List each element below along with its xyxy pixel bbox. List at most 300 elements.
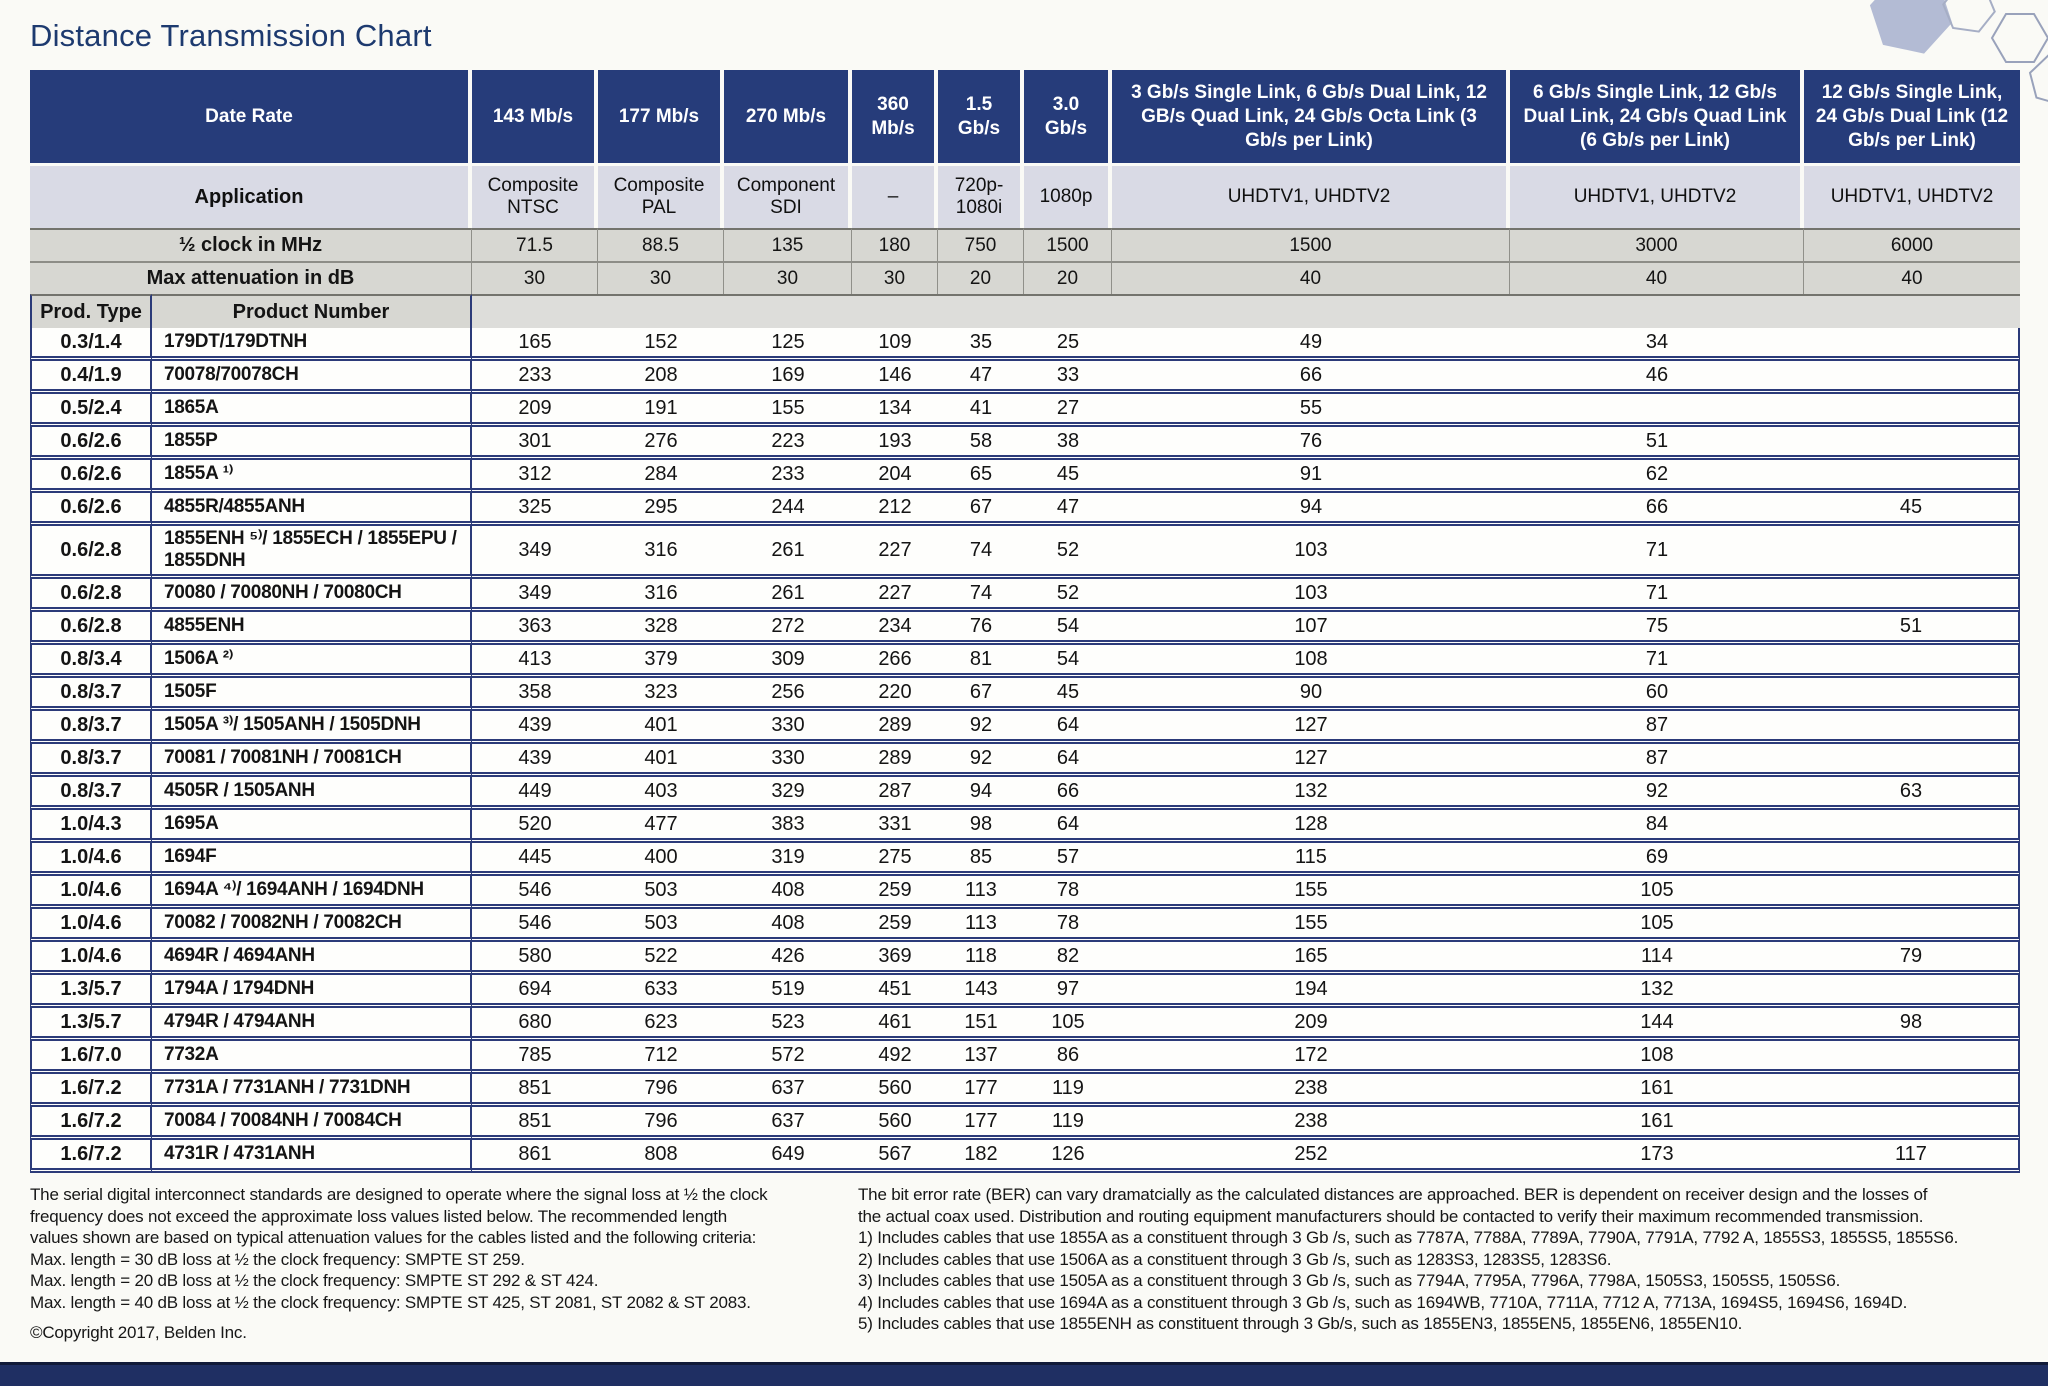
distance-value-cell: 71 xyxy=(1510,579,1804,612)
distance-value-cell: 47 xyxy=(938,361,1024,394)
footnote-line: Max. length = 30 dB loss at ½ the clock frequency: SMPTE ST 259. xyxy=(30,1249,525,1269)
distance-value-cell: 134 xyxy=(852,394,938,427)
distance-value-cell: 47 xyxy=(1024,493,1112,526)
prod-type-cell: 0.6/2.6 xyxy=(30,427,152,460)
distance-value-cell: 119 xyxy=(1024,1074,1112,1107)
application-cell: – xyxy=(852,166,938,228)
distance-value-cell: 113 xyxy=(938,909,1024,942)
distance-value-cell: 81 xyxy=(938,645,1024,678)
distance-value-cell: 52 xyxy=(1024,526,1112,579)
distance-value-cell: 137 xyxy=(938,1041,1024,1074)
max-attenuation-row xyxy=(30,261,2020,294)
footnote-right-block xyxy=(858,1184,2044,1335)
prod-type-cell: 0.8/3.7 xyxy=(30,744,152,777)
product-number-cell: 1505A ³⁾/ 1505ANH / 1505DNH xyxy=(152,711,472,744)
application-row xyxy=(30,166,2020,228)
distance-value-cell: 177 xyxy=(938,1107,1024,1140)
distance-value-cell: 212 xyxy=(852,493,938,526)
col-header-rate: 6 Gb/s Single Link, 12 Gb/s Dual Link, 24 Gb/s Quad Link (6 Gb/s per Link) xyxy=(1510,70,1804,166)
prod-type-cell: 1.3/5.7 xyxy=(30,975,152,1008)
distance-value-cell: 851 xyxy=(472,1107,598,1140)
prod-type-cell: 0.6/2.8 xyxy=(30,579,152,612)
distance-value-cell: 439 xyxy=(472,744,598,777)
distance-value-cell: 316 xyxy=(598,526,724,579)
distance-value-cell: 97 xyxy=(1024,975,1112,1008)
table-row xyxy=(30,1041,2020,1074)
max-attenuation-cell: 30 xyxy=(598,261,724,294)
distance-value-cell: 41 xyxy=(938,394,1024,427)
distance-value-cell: 208 xyxy=(598,361,724,394)
distance-value-cell xyxy=(1804,744,2020,777)
distance-value-cell: 103 xyxy=(1112,579,1510,612)
distance-value-cell: 64 xyxy=(1024,744,1112,777)
product-number-cell: 4794R / 4794ANH xyxy=(152,1008,472,1041)
distance-value-cell: 84 xyxy=(1510,810,1804,843)
footnote-line: values shown are based on typical attenuation values for the cables listed and the following criteria: xyxy=(30,1228,757,1247)
distance-value-cell: 52 xyxy=(1024,579,1112,612)
distance-value-cell: 126 xyxy=(1024,1140,1112,1173)
data-rate-header-row xyxy=(30,70,2020,166)
table-row xyxy=(30,843,2020,876)
table-row xyxy=(30,1008,2020,1041)
prod-type-cell: 1.0/4.6 xyxy=(30,876,152,909)
distance-value-cell: 289 xyxy=(852,744,938,777)
distance-value-cell: 165 xyxy=(472,328,598,361)
product-number-cell: 7732A xyxy=(152,1041,472,1074)
distance-value-cell: 193 xyxy=(852,427,938,460)
prod-type-cell: 1.0/4.6 xyxy=(30,942,152,975)
distance-value-cell: 57 xyxy=(1024,843,1112,876)
distance-value-cell: 492 xyxy=(852,1041,938,1074)
distance-value-cell: 319 xyxy=(724,843,852,876)
distance-value-cell: 90 xyxy=(1112,678,1510,711)
page-title: Distance Transmission Chart xyxy=(30,18,432,53)
footer-bar xyxy=(0,1362,2048,1386)
table-row xyxy=(30,1074,2020,1107)
prod-type-cell: 0.4/1.9 xyxy=(30,361,152,394)
distance-value-cell: 220 xyxy=(852,678,938,711)
prod-type-cell: 0.8/3.7 xyxy=(30,711,152,744)
table-row xyxy=(30,942,2020,975)
product-number-cell: 70082 / 70082NH / 70082CH xyxy=(152,909,472,942)
distance-value-cell: 461 xyxy=(852,1008,938,1041)
distance-value-cell: 379 xyxy=(598,645,724,678)
distance-value-cell: 114 xyxy=(1510,942,1804,975)
distance-value-cell: 637 xyxy=(724,1107,852,1140)
prod-type-cell: 1.6/7.2 xyxy=(30,1074,152,1107)
distance-value-cell: 426 xyxy=(724,942,852,975)
max-attenuation-cell: 20 xyxy=(1024,261,1112,294)
distance-value-cell: 401 xyxy=(598,744,724,777)
max-attenuation-header: Max attenuation in dB xyxy=(30,261,472,294)
distance-value-cell: 92 xyxy=(938,744,1024,777)
table-row xyxy=(30,493,2020,526)
distance-value-cell xyxy=(1804,1107,2020,1140)
max-attenuation-cell: 40 xyxy=(1112,261,1510,294)
distance-value-cell xyxy=(1804,394,2020,427)
distance-value-cell: 78 xyxy=(1024,909,1112,942)
col-header-rate: 12 Gb/s Single Link, 24 Gb/s Dual Link (12 Gb/s per Link) xyxy=(1804,70,2020,166)
distance-value-cell: 785 xyxy=(472,1041,598,1074)
prod-type-cell: 0.6/2.8 xyxy=(30,526,152,579)
distance-value-cell: 503 xyxy=(598,909,724,942)
distance-value-cell xyxy=(1804,909,2020,942)
distance-value-cell xyxy=(1804,711,2020,744)
prod-type-cell: 0.6/2.6 xyxy=(30,493,152,526)
distance-value-cell: 546 xyxy=(472,909,598,942)
distance-value-cell: 316 xyxy=(598,579,724,612)
distance-value-cell: 55 xyxy=(1112,394,1510,427)
distance-value-cell: 204 xyxy=(852,460,938,493)
distance-value-cell: 161 xyxy=(1510,1074,1804,1107)
half-clock-row xyxy=(30,228,2020,261)
distance-value-cell xyxy=(1804,579,2020,612)
distance-value-cell: 71 xyxy=(1510,526,1804,579)
distance-value-cell: 403 xyxy=(598,777,724,810)
distance-value-cell: 238 xyxy=(1112,1074,1510,1107)
distance-value-cell: 401 xyxy=(598,711,724,744)
distance-value-cell: 146 xyxy=(852,361,938,394)
distance-value-cell xyxy=(1804,427,2020,460)
product-header-spacer xyxy=(472,294,2020,328)
distance-value-cell: 358 xyxy=(472,678,598,711)
distance-value-cell: 64 xyxy=(1024,810,1112,843)
distance-value-cell: 261 xyxy=(724,526,852,579)
product-number-cell: 70081 / 70081NH / 70081CH xyxy=(152,744,472,777)
distance-value-cell: 143 xyxy=(938,975,1024,1008)
prod-type-cell: 0.6/2.8 xyxy=(30,612,152,645)
distance-value-cell: 69 xyxy=(1510,843,1804,876)
distance-value-cell: 330 xyxy=(724,711,852,744)
distance-value-cell: 383 xyxy=(724,810,852,843)
product-number-cell: 1794A / 1794DNH xyxy=(152,975,472,1008)
distance-value-cell: 108 xyxy=(1510,1041,1804,1074)
distance-value-cell: 451 xyxy=(852,975,938,1008)
footnote-line: the actual coax used. Distribution and routing equipment manufacturers should be contacted to verify their maximum recommended transmission. xyxy=(858,1206,1924,1226)
half-clock-cell: 750 xyxy=(938,228,1024,261)
product-number-cell: 1505F xyxy=(152,678,472,711)
footnote-line: Max. length = 20 dB loss at ½ the clock frequency: SMPTE ST 292 & ST 424. xyxy=(30,1271,599,1290)
distance-value-cell: 132 xyxy=(1112,777,1510,810)
distance-value-cell: 209 xyxy=(472,394,598,427)
date-rate-header: Date Rate xyxy=(30,70,472,166)
distance-value-cell xyxy=(1804,876,2020,909)
prod-type-cell: 1.3/5.7 xyxy=(30,1008,152,1041)
distance-value-cell: 272 xyxy=(724,612,852,645)
distance-value-cell: 256 xyxy=(724,678,852,711)
half-clock-cell: 135 xyxy=(724,228,852,261)
distance-value-cell xyxy=(1804,361,2020,394)
table-row xyxy=(30,744,2020,777)
prod-type-cell: 0.6/2.6 xyxy=(30,460,152,493)
distance-value-cell: 238 xyxy=(1112,1107,1510,1140)
distance-value-cell: 75 xyxy=(1510,612,1804,645)
table-row xyxy=(30,526,2020,579)
distance-value-cell: 560 xyxy=(852,1107,938,1140)
distance-value-cell: 259 xyxy=(852,909,938,942)
distance-value-cell xyxy=(1804,645,2020,678)
application-cell: 1080p xyxy=(1024,166,1112,228)
distance-value-cell: 227 xyxy=(852,579,938,612)
distance-value-cell: 301 xyxy=(472,427,598,460)
max-attenuation-cell: 20 xyxy=(938,261,1024,294)
distance-value-cell: 46 xyxy=(1510,361,1804,394)
distance-value-cell: 182 xyxy=(938,1140,1024,1173)
distance-value-cell xyxy=(1804,678,2020,711)
distance-value-cell: 92 xyxy=(1510,777,1804,810)
distance-value-cell: 330 xyxy=(724,744,852,777)
half-clock-cell: 180 xyxy=(852,228,938,261)
distance-value-cell: 523 xyxy=(724,1008,852,1041)
distance-value-cell: 331 xyxy=(852,810,938,843)
distance-value-cell: 51 xyxy=(1804,612,2020,645)
distance-value-cell: 113 xyxy=(938,876,1024,909)
prod-type-header: Prod. Type xyxy=(30,294,152,328)
prod-type-cell: 1.6/7.2 xyxy=(30,1107,152,1140)
distance-value-cell: 325 xyxy=(472,493,598,526)
distance-value-cell: 449 xyxy=(472,777,598,810)
footnote-left-block xyxy=(30,1184,850,1344)
table-row xyxy=(30,579,2020,612)
table-row xyxy=(30,328,2020,361)
distance-value-cell xyxy=(1804,1074,2020,1107)
distance-value-cell: 284 xyxy=(598,460,724,493)
distance-value-cell: 66 xyxy=(1112,361,1510,394)
product-number-cell: 1694A ⁴⁾/ 1694ANH / 1694DNH xyxy=(152,876,472,909)
distance-value-cell: 87 xyxy=(1510,711,1804,744)
distance-value-cell: 94 xyxy=(938,777,1024,810)
distance-value-cell: 328 xyxy=(598,612,724,645)
distance-value-cell: 34 xyxy=(1510,328,1804,361)
table-row xyxy=(30,460,2020,493)
table-row xyxy=(30,361,2020,394)
product-number-cell: 179DT/179DTNH xyxy=(152,328,472,361)
distance-value-cell: 227 xyxy=(852,526,938,579)
half-clock-cell: 1500 xyxy=(1112,228,1510,261)
distance-value-cell: 289 xyxy=(852,711,938,744)
distance-value-cell: 165 xyxy=(1112,942,1510,975)
max-attenuation-cell: 30 xyxy=(472,261,598,294)
distance-value-cell: 161 xyxy=(1510,1107,1804,1140)
product-number-cell: 70084 / 70084NH / 70084CH xyxy=(152,1107,472,1140)
distance-value-cell: 66 xyxy=(1024,777,1112,810)
distance-value-cell: 172 xyxy=(1112,1041,1510,1074)
distance-value-cell: 94 xyxy=(1112,493,1510,526)
table-row xyxy=(30,427,2020,460)
table-row xyxy=(30,876,2020,909)
distance-value-cell: 519 xyxy=(724,975,852,1008)
max-attenuation-cell: 30 xyxy=(852,261,938,294)
distance-value-cell xyxy=(1510,394,1804,427)
distance-value-cell: 580 xyxy=(472,942,598,975)
distance-value-cell: 233 xyxy=(724,460,852,493)
distance-value-cell: 287 xyxy=(852,777,938,810)
application-cell: Composite PAL xyxy=(598,166,724,228)
half-clock-cell: 71.5 xyxy=(472,228,598,261)
distance-value-cell: 35 xyxy=(938,328,1024,361)
prod-type-cell: 1.0/4.3 xyxy=(30,810,152,843)
footnote-line: 5) Includes cables that use 1855ENH as constituent through 3 Gb/s, such as 1855EN3, 1855EN5, 1855EN6, 1855EN10. xyxy=(858,1314,1743,1333)
distance-value-cell: 276 xyxy=(598,427,724,460)
distance-value-cell xyxy=(1804,1041,2020,1074)
max-attenuation-cell: 40 xyxy=(1510,261,1804,294)
distance-value-cell: 49 xyxy=(1112,328,1510,361)
distance-value-cell: 234 xyxy=(852,612,938,645)
footnote-line: 3) Includes cables that use 1505A as a constituent through 3 Gb /s, such as 7794A, 7795A, 7796A, 7798A, 1505S3, 1505S5, 1505S6. xyxy=(858,1271,1841,1290)
distance-value-cell: 155 xyxy=(1112,876,1510,909)
distance-value-cell: 118 xyxy=(938,942,1024,975)
half-clock-header: ½ clock in MHz xyxy=(30,228,472,261)
distance-value-cell: 74 xyxy=(938,526,1024,579)
distance-value-cell: 54 xyxy=(1024,612,1112,645)
distance-value-cell: 65 xyxy=(938,460,1024,493)
prod-type-cell: 0.8/3.4 xyxy=(30,645,152,678)
prod-type-cell: 1.6/7.0 xyxy=(30,1041,152,1074)
distance-value-cell: 45 xyxy=(1804,493,2020,526)
distance-value-cell: 369 xyxy=(852,942,938,975)
distance-value-cell: 60 xyxy=(1510,678,1804,711)
distance-value-cell: 25 xyxy=(1024,328,1112,361)
distance-value-cell: 74 xyxy=(938,579,1024,612)
distance-value-cell: 567 xyxy=(852,1140,938,1173)
distance-value-cell: 128 xyxy=(1112,810,1510,843)
distance-value-cell: 233 xyxy=(472,361,598,394)
distance-value-cell: 107 xyxy=(1112,612,1510,645)
distance-value-cell: 244 xyxy=(724,493,852,526)
table-row xyxy=(30,909,2020,942)
prod-type-cell: 1.0/4.6 xyxy=(30,909,152,942)
distance-value-cell: 796 xyxy=(598,1074,724,1107)
distance-value-cell: 103 xyxy=(1112,526,1510,579)
application-header: Application xyxy=(30,166,472,228)
application-cell: UHDTV1, UHDTV2 xyxy=(1510,166,1804,228)
distance-value-cell xyxy=(1804,975,2020,1008)
product-number-cell: 1694F xyxy=(152,843,472,876)
col-header-rate: 360 Mb/s xyxy=(852,70,938,166)
distance-value-cell: 546 xyxy=(472,876,598,909)
col-header-rate: 143 Mb/s xyxy=(472,70,598,166)
table-row xyxy=(30,810,2020,843)
distance-value-cell: 349 xyxy=(472,526,598,579)
distance-value-cell: 54 xyxy=(1024,645,1112,678)
product-number-header: Product Number xyxy=(152,294,472,328)
distance-value-cell: 45 xyxy=(1024,460,1112,493)
distance-value-cell: 67 xyxy=(938,678,1024,711)
product-number-cell: 1695A xyxy=(152,810,472,843)
table-row xyxy=(30,645,2020,678)
application-cell: 720p- 1080i xyxy=(938,166,1024,228)
product-number-cell: 4731R / 4731ANH xyxy=(152,1140,472,1173)
footnote-line: The serial digital interconnect standards are designed to operate where the signal loss at ½ the clock xyxy=(30,1185,768,1204)
distance-value-cell: 400 xyxy=(598,843,724,876)
copyright-text: ©Copyright 2017, Belden Inc. xyxy=(30,1323,247,1342)
distance-value-cell: 259 xyxy=(852,876,938,909)
distance-value-cell: 108 xyxy=(1112,645,1510,678)
distance-value-cell: 125 xyxy=(724,328,852,361)
distance-value-cell: 169 xyxy=(724,361,852,394)
table-row xyxy=(30,777,2020,810)
distance-value-cell: 87 xyxy=(1510,744,1804,777)
distance-value-cell: 66 xyxy=(1510,493,1804,526)
distance-value-cell: 91 xyxy=(1112,460,1510,493)
col-header-rate: 177 Mb/s xyxy=(598,70,724,166)
distance-value-cell: 76 xyxy=(1112,427,1510,460)
distance-value-cell: 92 xyxy=(938,711,1024,744)
half-clock-cell: 3000 xyxy=(1510,228,1804,261)
distance-value-cell: 78 xyxy=(1024,876,1112,909)
prod-type-cell: 0.3/1.4 xyxy=(30,328,152,361)
half-clock-cell: 88.5 xyxy=(598,228,724,261)
distance-value-cell: 477 xyxy=(598,810,724,843)
product-number-cell: 70080 / 70080NH / 70080CH xyxy=(152,579,472,612)
distance-value-cell: 408 xyxy=(724,909,852,942)
distance-value-cell: 261 xyxy=(724,579,852,612)
product-number-cell: 4855R/4855ANH xyxy=(152,493,472,526)
prod-type-cell: 1.6/7.2 xyxy=(30,1140,152,1173)
distance-value-cell: 127 xyxy=(1112,744,1510,777)
product-number-cell: 4694R / 4694ANH xyxy=(152,942,472,975)
col-header-rate: 3 Gb/s Single Link, 6 Gb/s Dual Link, 12 GB/s Quad Link, 24 Gb/s Octa Link (3 Gb/s per Link) xyxy=(1112,70,1510,166)
distance-value-cell xyxy=(1804,526,2020,579)
table-row xyxy=(30,612,2020,645)
distance-value-cell: 45 xyxy=(1024,678,1112,711)
distance-value-cell: 62 xyxy=(1510,460,1804,493)
distance-value-cell xyxy=(1804,328,2020,361)
distance-value-cell: 85 xyxy=(938,843,1024,876)
product-number-cell: 1855A ¹⁾ xyxy=(152,460,472,493)
table-row xyxy=(30,678,2020,711)
footnote-line: frequency does not exceed the approximate loss values listed below. The recommended length xyxy=(30,1206,728,1226)
application-cell: Component SDI xyxy=(724,166,852,228)
distance-value-cell: 623 xyxy=(598,1008,724,1041)
product-number-cell: 70078/70078CH xyxy=(152,361,472,394)
table-row xyxy=(30,1140,2020,1173)
distance-value-cell: 115 xyxy=(1112,843,1510,876)
table-row xyxy=(30,975,2020,1008)
product-number-cell: 4505R / 1505ANH xyxy=(152,777,472,810)
distance-value-cell: 194 xyxy=(1112,975,1510,1008)
distance-value-cell: 109 xyxy=(852,328,938,361)
product-number-cell: 1506A ²⁾ xyxy=(152,645,472,678)
footnote-line: 1) Includes cables that use 1855A as a constituent through 3 Gb /s, such as 7787A, 7788A, 7789A, 7790A, 7791A, 7792 A, 1855S3, 1855S5, 1855S6. xyxy=(858,1228,1959,1247)
distance-value-cell xyxy=(1804,460,2020,493)
distance-value-cell xyxy=(1804,810,2020,843)
distance-value-cell: 349 xyxy=(472,579,598,612)
prod-type-cell: 0.8/3.7 xyxy=(30,678,152,711)
distance-value-cell: 117 xyxy=(1804,1140,2020,1173)
distance-value-cell: 177 xyxy=(938,1074,1024,1107)
application-cell: Composite NTSC xyxy=(472,166,598,228)
distance-value-cell: 209 xyxy=(1112,1008,1510,1041)
distance-value-cell xyxy=(1804,843,2020,876)
table-row xyxy=(30,394,2020,427)
product-number-cell: 1865A xyxy=(152,394,472,427)
distance-value-cell: 796 xyxy=(598,1107,724,1140)
distance-value-cell: 309 xyxy=(724,645,852,678)
distance-value-cell: 132 xyxy=(1510,975,1804,1008)
table-body xyxy=(30,328,2020,1173)
distance-value-cell: 413 xyxy=(472,645,598,678)
distance-value-cell: 119 xyxy=(1024,1107,1112,1140)
prod-type-cell: 0.5/2.4 xyxy=(30,394,152,427)
distance-value-cell: 503 xyxy=(598,876,724,909)
distance-value-cell: 38 xyxy=(1024,427,1112,460)
distance-value-cell: 637 xyxy=(724,1074,852,1107)
col-header-rate: 3.0 Gb/s xyxy=(1024,70,1112,166)
distance-value-cell: 27 xyxy=(1024,394,1112,427)
distance-value-cell: 275 xyxy=(852,843,938,876)
application-cell: UHDTV1, UHDTV2 xyxy=(1112,166,1510,228)
